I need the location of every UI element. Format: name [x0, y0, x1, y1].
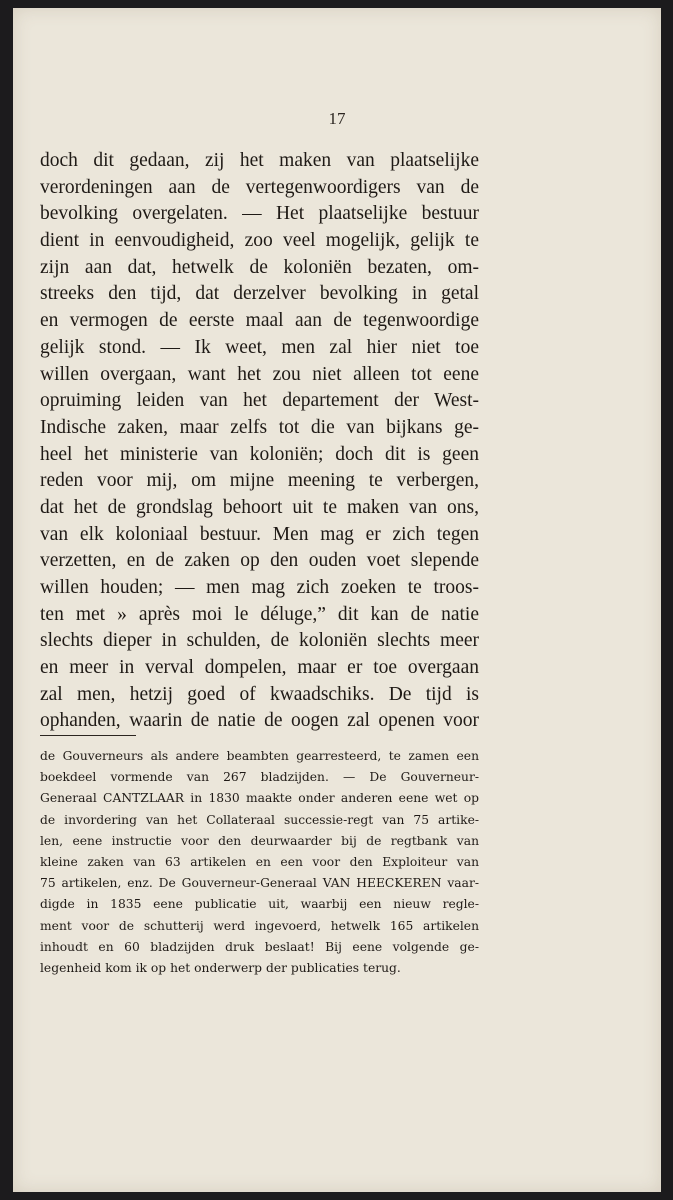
text-line: heel het ministerie van koloniën; doch dit is geen: [40, 443, 479, 465]
footnote-line: len, eene instructie voor den deurwaarder bij de regtbank van: [40, 833, 479, 848]
footnote-line: legenheid kom ik op het onderwerp der publicaties terug.: [40, 960, 401, 975]
text-line: ophanden, waarin de natie de oogen zal openen voor: [40, 710, 479, 732]
book-page: [13, 8, 661, 1192]
text-line: dient in eenvoudigheid, zoo veel mogelijk, gelijk te: [40, 230, 479, 252]
text-line: streeks den tijd, dat derzelver bevolking in getal: [40, 283, 479, 305]
page-number: 17: [328, 109, 346, 128]
text-line: willen houden; — men mag zich zoeken te troos-: [40, 577, 479, 598]
text-line: Indische zaken, maar zelfs tot die van bijkans ge-: [40, 416, 479, 438]
footnote-rule: [40, 735, 136, 736]
footnote-line: boekdeel vormende van 267 bladzijden. — De Gouverneur-: [40, 770, 479, 785]
text-line: en meer in verval dompelen, maar er toe overgaan: [40, 657, 479, 679]
text-line: doch dit gedaan, zij het maken van plaatselijke: [40, 150, 479, 171]
footnote-line: de Gouverneurs als andere beambten gearresteerd, te zamen een: [40, 749, 479, 763]
text-line: verzetten, en de zaken op den ouden voet slepende: [40, 550, 479, 572]
footnote-line: kleine zaken van 63 artikelen en een voor den Exploiteur van: [40, 854, 479, 869]
text-line: willen overgaan, want het zou niet alleen tot eene: [40, 363, 479, 385]
footnote-line: ment voor de schutterij werd ingevoerd, hetwelk 165 artikelen: [40, 918, 479, 933]
text-line: en vermogen de eerste maal aan de tegenwoordige: [40, 310, 479, 332]
text-line: ten met » après moi le déluge,” dit kan de natie: [40, 603, 479, 625]
text-line: slechts dieper in schulden, de koloniën slechts meer: [40, 630, 479, 652]
text-line: opruiming leiden van het departement der West-: [40, 390, 479, 412]
main-text: [40, 148, 479, 735]
text-line: bevolking overgelaten. — Het plaatselijke bestuur: [40, 203, 479, 225]
text-line: reden voor mij, om mijne meening te verbergen,: [40, 470, 479, 492]
footnote-line: digde in 1835 eene publicatie uit, waarbij een nieuw regle-: [40, 897, 479, 912]
text-line: gelijk stond. — Ik weet, men zal hier niet toe: [40, 336, 479, 358]
text-line: dat het de grondslag behoort uit te maken van ons,: [40, 496, 479, 518]
text-line: zijn aan dat, hetwelk de koloniën bezaten, om-: [40, 256, 479, 278]
text-line: verordeningen aan de vertegenwoordigers van de: [40, 176, 479, 198]
footnote-line: inhoudt en 60 bladzijden druk beslaat! Bij eene volgende ge-: [40, 939, 479, 954]
footnote-text: [40, 746, 479, 979]
footnote-line: 75 artikelen, enz. De Gouverneur-Generaal VAN HEECKEREN vaar-: [40, 876, 479, 891]
footnote-line: Generaal CANTZLAAR in 1830 maakte onder anderen eene wet op: [40, 791, 479, 806]
footnote-line: de invordering van het Collateraal successie-regt van 75 artike-: [40, 812, 479, 827]
text-line: van elk koloniaal bestuur. Men mag er zich tegen: [40, 523, 479, 545]
text-line: zal men, hetzij goed of kwaadschiks. De tijd is: [40, 683, 479, 705]
